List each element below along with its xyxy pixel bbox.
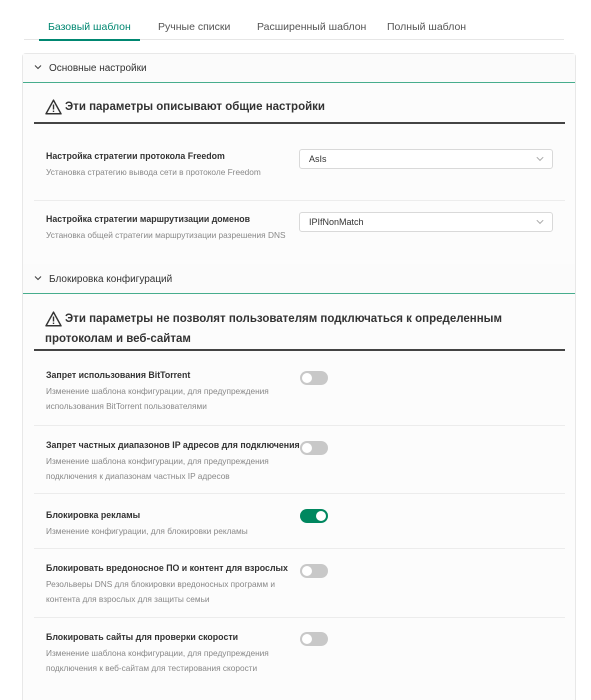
tab-basic-template[interactable]: Базовый шаблон <box>48 10 131 40</box>
malware-adult-block-toggle[interactable] <box>300 564 328 578</box>
chevron-down-icon <box>536 156 544 162</box>
setting-description: Изменение шаблона конфигурации, для предупреждения подключения к диапазонам частных IP адресов <box>46 456 269 481</box>
setting-description: Изменение конфигурации, для блокировки рекламы <box>46 526 248 536</box>
setting-label: Запрет частных диапазонов IP адресов для подключения <box>46 440 300 450</box>
section-body-general <box>23 83 575 264</box>
select-value: AsIs <box>309 154 327 164</box>
toggle-knob <box>302 634 312 644</box>
section-body-blocking <box>23 294 575 700</box>
setting-row <box>34 203 565 263</box>
section-title: Основные настройки <box>49 63 147 74</box>
tab-manual-lists[interactable]: Ручные списки <box>158 21 231 33</box>
toggle-knob <box>316 511 326 521</box>
notice-banner <box>34 306 565 351</box>
domain-strategy-select[interactable] <box>299 212 553 232</box>
setting-label: Блокировать сайты для проверки скорости <box>46 632 239 642</box>
setting-description: Установка стратегию вывода сети в протоколе Freedom <box>46 167 261 177</box>
setting-row <box>34 426 565 494</box>
settings-panel <box>22 53 576 700</box>
ads-block-toggle[interactable] <box>300 509 328 523</box>
notice-text: Эти параметры не позволят пользователям подключаться к определенным протоколам и веб-сайтам <box>45 313 502 345</box>
notice-banner <box>34 94 565 124</box>
chevron-down-icon <box>34 63 42 71</box>
setting-description: Резольверы DNS для блокировки вредоносных программ и контента для взрослых для защиты семьи <box>46 579 275 604</box>
setting-description: Изменение шаблона конфигурации, для предупреждения подключения к веб-сайтам для тестирования скорости <box>46 648 269 673</box>
section-header-blocking[interactable] <box>23 265 575 294</box>
setting-row <box>34 141 565 201</box>
setting-row <box>34 363 565 426</box>
setting-description: Изменение шаблона конфигурации, для предупреждения использования BitTorrent пользователями <box>46 386 269 411</box>
setting-row <box>34 549 565 618</box>
setting-row <box>34 618 565 688</box>
notice-text: Эти параметры описывают общие настройки <box>65 101 326 113</box>
bittorrent-block-toggle[interactable] <box>300 371 328 385</box>
freedom-strategy-select[interactable] <box>299 149 553 169</box>
toggle-knob <box>302 373 312 383</box>
setting-label: Блокировать вредоносное ПО и контент для взрослых <box>46 563 288 573</box>
select-value: IPIfNonMatch <box>309 217 364 227</box>
toggle-knob <box>302 566 312 576</box>
private-ip-block-toggle[interactable] <box>300 441 328 455</box>
chevron-down-icon <box>536 219 544 225</box>
setting-label: Блокировка рекламы <box>46 510 141 520</box>
setting-label: Настройка стратегии протокола Freedom <box>46 151 225 161</box>
section-title: Блокировка конфигураций <box>49 274 173 285</box>
setting-label: Запрет использования BitTorrent <box>46 370 191 380</box>
tab-extended-template[interactable]: Расширенный шаблон <box>257 21 367 33</box>
setting-description: Установка общей стратегии маршрутизации разрешения DNS <box>46 230 286 240</box>
speedtest-block-toggle[interactable] <box>300 632 328 646</box>
toggle-knob <box>302 443 312 453</box>
setting-row <box>34 494 565 549</box>
tab-full-template[interactable]: Полный шаблон <box>387 21 467 33</box>
setting-label: Настройка стратегии маршрутизации доменов <box>46 214 251 224</box>
section-header-general[interactable] <box>23 54 575 83</box>
chevron-down-icon <box>34 274 42 282</box>
template-tabs <box>24 10 564 40</box>
